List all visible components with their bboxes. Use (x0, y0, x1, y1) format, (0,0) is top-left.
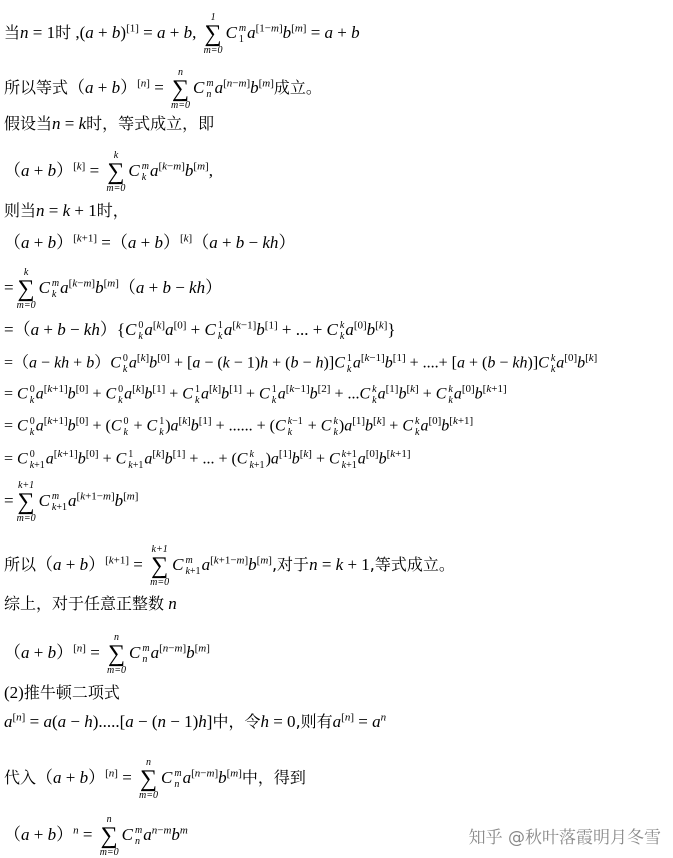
substitute-into-line: 代入（a + b）[n] = n ∑ m=0 C m n a[n−m]b[m]中，得到 (4, 757, 306, 801)
sum-symbol: 1 ∑ m=0 (203, 12, 223, 56)
derivation-line-8: = k+1 ∑ m=0 C m k+1 a[k+1−m]b[m] (4, 480, 139, 524)
text-shi: 时， (96, 201, 129, 220)
derivation-line-5: = C 0 k a[k+1]b[0] + C 0 k a[k]b[1] + C 1 k a[k]b[1] + C 1 k a[k−1]b[2] + ...C k k a[1]b[k] + C k k a[0]b[k+1] (4, 383, 507, 406)
derivation-line-1: （a + b）[k+1] =（a + b）[k]（a + b − kh） (4, 232, 296, 252)
text-dang: 当 (4, 22, 21, 42)
formula-statement-line: 所以等式（a + b）[n] = n ∑ m=0 C m n a[n−m]b[m]成立。 (4, 67, 322, 111)
derivation-line-6: = C 0 k a[k+1]b[0] + (C 0 k + C 1 k )a[k]b[1] + ...... + (C k−1 k + C k k )a[1]b[k] + C k k a[0]b[k+1] (4, 415, 474, 438)
derivation-line-7: = C 0 k+1 a[k+1]b[0] + C 1 k+1 a[k]b[1] + ... + (C k k+1 )a[1]b[k] + C k+1 k+1 a[0]b[k+1] (4, 448, 411, 471)
binomial-theorem-line: $(a + b)^n$ = n ∑ m=0 C m n $a^{n-m}b^m$ (4, 814, 188, 858)
text-zhong-ling: 中，令 (212, 712, 261, 731)
text-dengshi-chengli: 时，等式成立，即 (86, 114, 215, 133)
derivation-line-4: =（a − kh + b）C 0 k a[k]b[0] + [a − (k − 1)h + (b − h)]C 1 k a[k−1]b[1] + ....+ [a + (b − kh)]C k k a[0]b[k] (4, 352, 598, 375)
text-suoyi: 所以 (4, 554, 37, 574)
sum-symbol: k ∑ m=0 (106, 150, 126, 194)
text-suoyi-dengshi: 所以等式 (4, 77, 69, 97)
hypothesis-formula-line: （a + b）[k] = k ∑ m=0 C m k a[k−m]b[m], (4, 150, 213, 194)
derivation-line-3: =（a + b − kh）{C 0 k a[k]a[0] + C 1 k a[k−1]b[1] + ... + C k k a[0]b[k]} (4, 319, 396, 343)
conclusion-line: 所以（a + b）[k+1] = k+1 ∑ m=0 C m k+1 a[k+1−m]b[m],对于n = k + 1,等式成立。 (4, 544, 455, 588)
hypothesis-line: 假设当n = k时，等式成立，即 (4, 114, 215, 133)
text-dairu: 代入 (4, 767, 37, 787)
sum-symbol: k+1 ∑ m=0 (16, 480, 36, 524)
substitution-line: a[n] = a(a − h).....[a − (n − 1)h]中，令h = 0,则有$a[n] = a^n$ (4, 711, 387, 731)
text-zongshang: 综上，对于任意正整数 (4, 594, 165, 613)
induction-base-line: 当n = 1时 ,(a + b)[1] = a + b, 1 ∑ m=0 C m 1 a[1−m]b[m] = a + b (4, 12, 360, 56)
text-chengli: 成立。 (273, 77, 322, 97)
sum-symbol: n ∑ m=0 (139, 757, 159, 801)
text-dengshi-chengli: ,等式成立。 (369, 554, 455, 574)
section-number: (2) (4, 683, 24, 702)
sum-symbol: k+1 ∑ m=0 (150, 544, 170, 588)
derivation-line-2: = k ∑ m=0 C m k a[k−m]b[m]（a + b − kh） (4, 267, 223, 311)
text-jiashe: 假设当 (4, 114, 53, 133)
text-shi: 时 (55, 22, 72, 42)
final-formula-line: （a + b）[n] = n ∑ m=0 C m n a[n−m]b[m] (4, 632, 210, 676)
text-zeyou: ,则有 (295, 712, 333, 731)
sum-symbol: k ∑ m=0 (16, 267, 36, 311)
text-duiyu: ,对于 (271, 554, 310, 574)
section-heading (4, 683, 120, 703)
text-dedao: 中，得到 (241, 767, 306, 787)
sum-symbol: n ∑ m=0 (171, 67, 191, 111)
sum-symbol: n ∑ m=0 (107, 632, 127, 676)
step-line: 则当n = k + 1时， (4, 201, 129, 220)
zhihu-watermark: 知乎 @秋叶落霞明月冬雪 (468, 828, 661, 848)
text-zedang: 则当 (4, 201, 37, 220)
text-tui-niudun: 推牛顿二项式 (23, 683, 120, 702)
summary-line: 综上，对于任意正整数 n (4, 594, 177, 613)
sum-symbol: n ∑ m=0 (99, 814, 119, 858)
